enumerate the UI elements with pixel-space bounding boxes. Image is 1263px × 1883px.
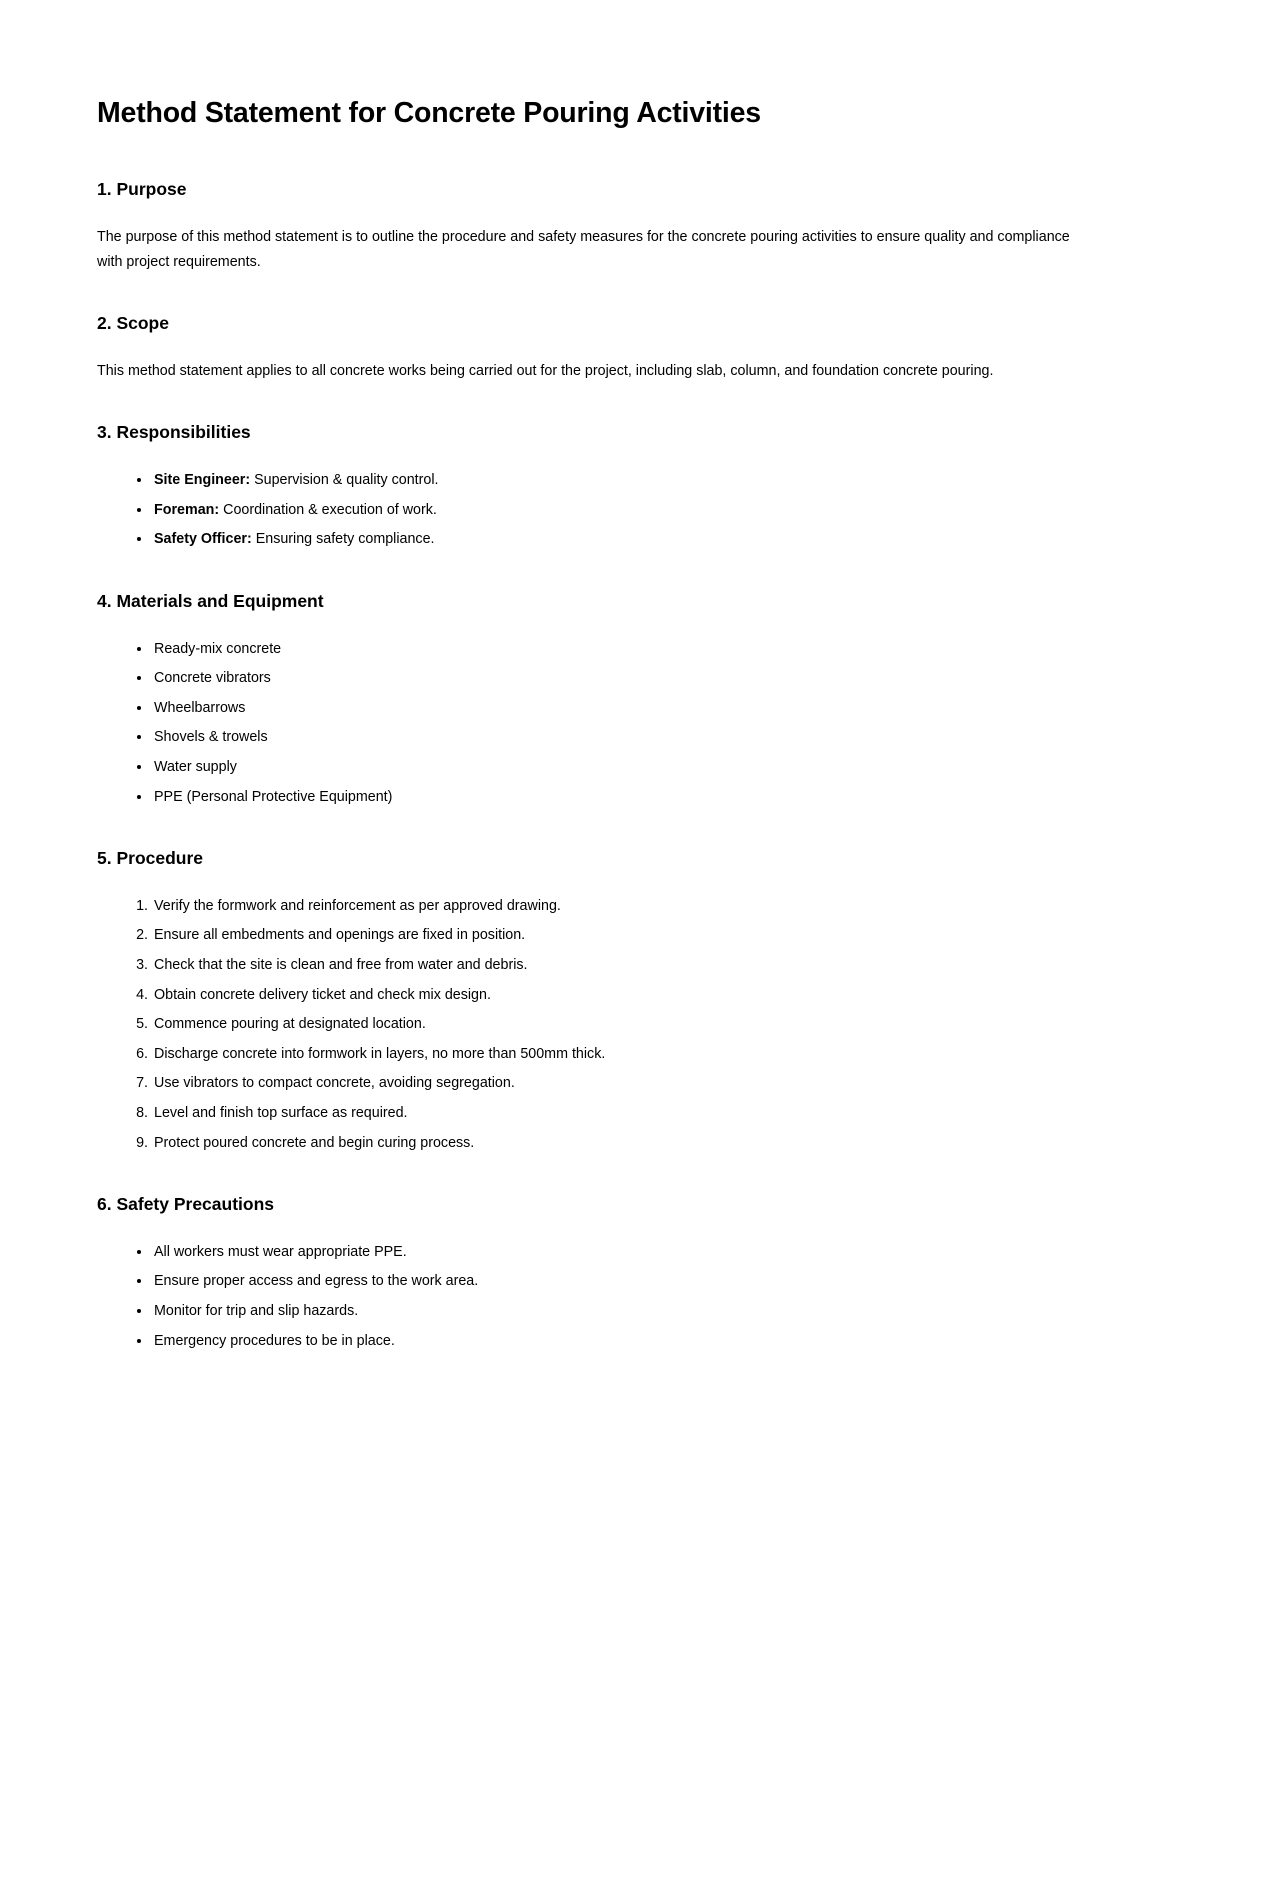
list-item: 9. Protect poured concrete and begin curing process. (152, 1131, 1113, 1156)
scope-paragraph: This method statement applies to all concrete works being carried out for the project, including slab, column, and foundation concrete pouring. (97, 362, 994, 379)
list-item: 3. Check that the site is clean and free from water and debris. (152, 953, 1113, 978)
section-purpose (97, 178, 1113, 274)
list-item: 4. Obtain concrete delivery ticket and check mix design. (152, 983, 1113, 1008)
list-item: 5. Commence pouring at designated location. (152, 1012, 1113, 1037)
section-materials-and-equipment (97, 590, 1113, 809)
list-item: • All workers must wear appropriate PPE. (152, 1240, 1113, 1265)
responsibility-role: Safety Officer: (154, 531, 252, 548)
list-item: • Ready-mix concrete (152, 637, 1113, 662)
section-safety-precautions (97, 1193, 1113, 1353)
materials-list (97, 637, 1113, 809)
list-item (152, 527, 1113, 552)
list-item: • Shovels & trowels (152, 725, 1113, 750)
responsibility-role: Foreman: (154, 501, 220, 518)
procedure-list (97, 894, 1113, 1155)
list-item (152, 498, 1113, 523)
section-heading-materials: 4. Materials and Equipment (97, 590, 324, 611)
list-item: • Wheelbarrows (152, 696, 1113, 721)
responsibility-description: Supervision & quality control. (250, 472, 439, 489)
section-heading-purpose: 1. Purpose (97, 179, 187, 200)
section-heading-scope: 2. Scope (97, 313, 169, 334)
page-bottom-whitespace (97, 1353, 1113, 1823)
list-item: 7. Use vibrators to compact concrete, avoiding segregation. (152, 1071, 1113, 1096)
responsibility-role: Site Engineer: (154, 472, 251, 489)
list-item: 2. Ensure all embedments and openings are fixed in position. (152, 923, 1113, 948)
list-item: • PPE (Personal Protective Equipment) (152, 785, 1113, 810)
section-heading-responsibilities: 3. Responsibilities (97, 422, 251, 443)
section-scope (97, 312, 1113, 383)
section-heading-safety: 6. Safety Precautions (97, 1194, 275, 1215)
responsibility-description: Ensuring safety compliance. (251, 531, 435, 548)
section-responsibilities (97, 421, 1113, 551)
list-item: 8. Level and finish top surface as required. (152, 1101, 1113, 1126)
section-heading-procedure: 5. Procedure (97, 848, 204, 869)
list-item: • Water supply (152, 755, 1113, 780)
list-item: 6. Discharge concrete into formwork in layers, no more than 500mm thick. (152, 1042, 1113, 1067)
responsibilities-list (97, 468, 1113, 552)
section-procedure (97, 847, 1113, 1155)
list-item: • Ensure proper access and egress to the work area. (152, 1269, 1113, 1294)
responsibility-description: Coordination & execution of work. (219, 501, 437, 518)
list-item: • Monitor for trip and slip hazards. (152, 1299, 1113, 1324)
list-item (152, 468, 1113, 493)
safety-precautions-list (97, 1240, 1113, 1353)
purpose-paragraph: The purpose of this method statement is to outline the procedure and safety measures for the concrete pouring activities to ensure quality and compliance with project requirements. (97, 228, 1070, 270)
list-item: 1. Verify the formwork and reinforcement as per approved drawing. (152, 894, 1113, 919)
page-title: Method Statement for Concrete Pouring Activities (97, 97, 761, 129)
list-item: • Concrete vibrators (152, 666, 1113, 691)
list-item: • Emergency procedures to be in place. (152, 1329, 1113, 1354)
